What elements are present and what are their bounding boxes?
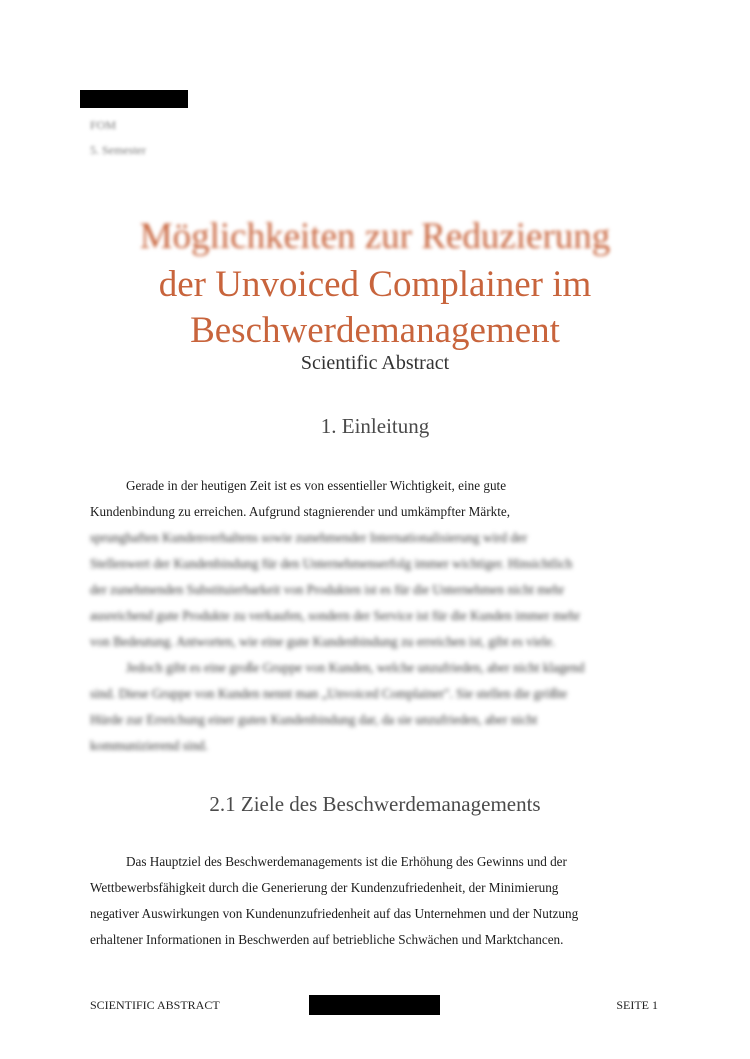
document-title-line-2: der Unvoiced Complainer im — [158, 264, 592, 305]
institution-label: FOM — [90, 118, 117, 132]
document-title-line-3: Beschwerdemanagement — [190, 310, 560, 351]
paragraph-line: Hürde zur Erreichung einer guten Kundenbindung dar, da sie unzufrieden, aber nicht — [90, 712, 538, 727]
paragraph-line: sind. Diese Gruppe von Kunden nennt man „Unvoiced Complainer". Sie stellen die größte — [90, 686, 568, 701]
redacted-footer-name — [309, 995, 440, 1015]
document-subtitle: Scientific Abstract — [300, 352, 450, 374]
redacted-author-name — [80, 90, 188, 108]
paragraph-line: Stellenwert der Kundenbindung für den Unternehmenserfolg immer wichtiger. Hinsichtlich — [90, 556, 573, 571]
paragraph-line: negativer Auswirkungen von Kundenunzufriedenheit auf das Unternehmen und der Nutzung — [90, 906, 579, 921]
semester-label: 5. Semester — [90, 143, 146, 157]
paragraph-line: Gerade in der heutigen Zeit ist es von essentieller Wichtigkeit, eine gute — [126, 478, 507, 493]
paragraph-line: Das Hauptziel des Beschwerdemanagements ist die Erhöhung des Gewinns und der — [126, 854, 567, 869]
section-heading-introduction: 1. Einleitung — [320, 414, 430, 438]
footer-page-number: SEITE 1 — [616, 998, 658, 1012]
introduction-paragraph — [90, 473, 660, 759]
goals-paragraph — [90, 849, 660, 953]
paragraph-line: sprunghaften Kundenverhaltens sowie zunehmender Internationalisierung wird der — [90, 530, 528, 545]
section-heading-goals: 2.1 Ziele des Beschwerdemanagements — [209, 792, 541, 816]
footer-document-type: SCIENTIFIC ABSTRACT — [90, 998, 220, 1012]
paragraph-line: Kundenbindung zu erreichen. Aufgrund stagnierender und umkämpfter Märkte, — [90, 504, 511, 519]
paragraph-line: erhaltener Informationen in Beschwerden auf betriebliche Schwächen und Marktchancen. — [90, 932, 564, 947]
paragraph-line: kommunizierend sind. — [90, 738, 208, 753]
paragraph-line: Wettbewerbsfähigkeit durch die Generierung der Kundenzufriedenheit, der Minimierung — [90, 880, 559, 895]
paragraph-line: der zunehmenden Substituierbarkeit von Produkten ist es für die Unternehmen nicht mehr — [90, 582, 565, 597]
paragraph-line: ausreichend gute Produkte zu verkaufen, sondern der Service ist für die Kunden immer mehr — [90, 608, 580, 623]
paragraph-line: Jedoch gibt es eine große Gruppe von Kunden, welche unzufrieden, aber nicht klagend — [126, 660, 585, 675]
paragraph-line: von Bedeutung. Antworten, wie eine gute Kundenbindung zu erreichen ist, gibt es viele. — [90, 634, 556, 649]
document-title-line-1: Möglichkeiten zur Reduzierung — [139, 216, 611, 257]
